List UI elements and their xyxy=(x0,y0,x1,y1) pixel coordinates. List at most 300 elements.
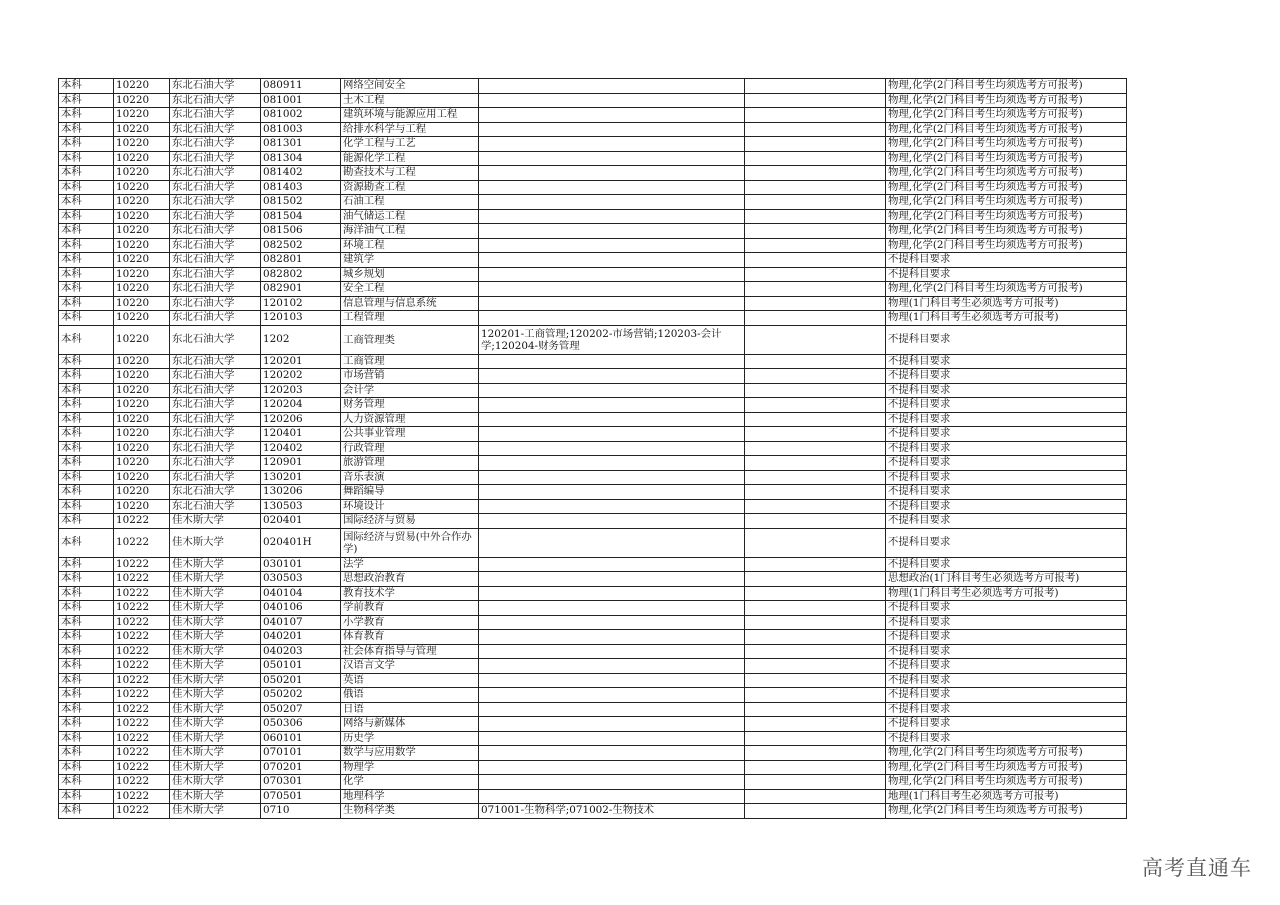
requirement-cell: 不提科目要求 xyxy=(886,470,1127,485)
included-majors-cell xyxy=(479,267,745,282)
level-cell: 本科 xyxy=(59,746,114,761)
major-name-cell: 舞蹈编导 xyxy=(341,485,479,500)
note-cell xyxy=(745,601,886,616)
level-cell: 本科 xyxy=(59,93,114,108)
school-name-cell: 东北石油大学 xyxy=(170,282,261,297)
note-cell xyxy=(745,746,886,761)
level-cell: 本科 xyxy=(59,572,114,587)
note-cell xyxy=(745,398,886,413)
major-code-cell: 070301 xyxy=(261,775,341,790)
note-cell xyxy=(745,702,886,717)
major-name-cell: 油气储运工程 xyxy=(341,209,479,224)
school-code-cell: 10220 xyxy=(114,311,170,326)
major-name-cell: 网络与新媒体 xyxy=(341,717,479,732)
table-row xyxy=(59,644,1127,659)
included-majors-cell xyxy=(479,224,745,239)
requirement-cell: 物理,化学(2门科目考生均须选考方可报考) xyxy=(886,804,1127,819)
school-code-cell: 10220 xyxy=(114,456,170,471)
level-cell: 本科 xyxy=(59,180,114,195)
level-cell: 本科 xyxy=(59,630,114,645)
school-name-cell: 佳木斯大学 xyxy=(170,659,261,674)
level-cell: 本科 xyxy=(59,383,114,398)
level-cell: 本科 xyxy=(59,166,114,181)
major-name-cell: 城乡规划 xyxy=(341,267,479,282)
included-majors-cell xyxy=(479,195,745,210)
major-code-cell: 082802 xyxy=(261,267,341,282)
requirement-cell: 物理,化学(2门科目考生均须选考方可报考) xyxy=(886,108,1127,123)
note-cell xyxy=(745,369,886,384)
requirement-cell: 物理,化学(2门科目考生均须选考方可报考) xyxy=(886,760,1127,775)
school-name-cell: 佳木斯大学 xyxy=(170,731,261,746)
school-name-cell: 佳木斯大学 xyxy=(170,586,261,601)
school-code-cell: 10222 xyxy=(114,586,170,601)
school-code-cell: 10220 xyxy=(114,427,170,442)
note-cell xyxy=(745,224,886,239)
table-row xyxy=(59,238,1127,253)
note-cell xyxy=(745,209,886,224)
school-code-cell: 10220 xyxy=(114,383,170,398)
major-code-cell: 120206 xyxy=(261,412,341,427)
level-cell: 本科 xyxy=(59,354,114,369)
major-code-cell: 120204 xyxy=(261,398,341,413)
level-cell: 本科 xyxy=(59,557,114,572)
major-name-cell: 会计学 xyxy=(341,383,479,398)
major-code-cell: 070201 xyxy=(261,760,341,775)
level-cell: 本科 xyxy=(59,209,114,224)
major-code-cell: 081301 xyxy=(261,137,341,152)
major-code-cell: 050101 xyxy=(261,659,341,674)
major-code-cell: 081403 xyxy=(261,180,341,195)
included-majors-cell xyxy=(479,615,745,630)
major-name-cell: 体育教育 xyxy=(341,630,479,645)
level-cell: 本科 xyxy=(59,398,114,413)
school-code-cell: 10220 xyxy=(114,470,170,485)
note-cell xyxy=(745,93,886,108)
major-name-cell: 工商管理 xyxy=(341,354,479,369)
school-name-cell: 佳木斯大学 xyxy=(170,615,261,630)
major-name-cell: 化学工程与工艺 xyxy=(341,137,479,152)
school-name-cell: 东北石油大学 xyxy=(170,354,261,369)
major-name-cell: 日语 xyxy=(341,702,479,717)
school-code-cell: 10220 xyxy=(114,253,170,268)
requirement-cell: 不提科目要求 xyxy=(886,369,1127,384)
school-name-cell: 东北石油大学 xyxy=(170,369,261,384)
included-majors-cell xyxy=(479,470,745,485)
school-code-cell: 10220 xyxy=(114,195,170,210)
level-cell: 本科 xyxy=(59,137,114,152)
level-cell: 本科 xyxy=(59,760,114,775)
included-majors-cell xyxy=(479,659,745,674)
note-cell xyxy=(745,122,886,137)
requirement-cell: 不提科目要求 xyxy=(886,456,1127,471)
table-row xyxy=(59,485,1127,500)
table-row xyxy=(59,470,1127,485)
school-code-cell: 10220 xyxy=(114,209,170,224)
major-code-cell: 081504 xyxy=(261,209,341,224)
school-code-cell: 10222 xyxy=(114,804,170,819)
included-majors-cell xyxy=(479,572,745,587)
table-row xyxy=(59,427,1127,442)
requirement-cell: 不提科目要求 xyxy=(886,485,1127,500)
requirement-cell: 不提科目要求 xyxy=(886,412,1127,427)
school-name-cell: 佳木斯大学 xyxy=(170,673,261,688)
requirement-cell: 不提科目要求 xyxy=(886,630,1127,645)
included-majors-cell xyxy=(479,383,745,398)
table-row xyxy=(59,325,1127,354)
requirement-cell: 物理,化学(2门科目考生均须选考方可报考) xyxy=(886,166,1127,181)
major-code-cell: 120202 xyxy=(261,369,341,384)
school-code-cell: 10220 xyxy=(114,137,170,152)
note-cell xyxy=(745,630,886,645)
requirement-cell: 不提科目要求 xyxy=(886,325,1127,354)
major-code-cell: 120103 xyxy=(261,311,341,326)
major-name-cell: 国际经济与贸易 xyxy=(341,514,479,529)
note-cell xyxy=(745,412,886,427)
major-code-cell: 081003 xyxy=(261,122,341,137)
included-majors-cell xyxy=(479,688,745,703)
school-name-cell: 佳木斯大学 xyxy=(170,760,261,775)
included-majors-cell xyxy=(479,775,745,790)
included-majors-cell xyxy=(479,398,745,413)
requirement-cell: 物理,化学(2门科目考生均须选考方可报考) xyxy=(886,122,1127,137)
school-code-cell: 10222 xyxy=(114,644,170,659)
note-cell xyxy=(745,195,886,210)
note-cell xyxy=(745,528,886,557)
note-cell xyxy=(745,325,886,354)
major-name-cell: 工程管理 xyxy=(341,311,479,326)
table-row xyxy=(59,731,1127,746)
table-row xyxy=(59,354,1127,369)
major-code-cell: 0710 xyxy=(261,804,341,819)
major-code-cell: 070501 xyxy=(261,789,341,804)
school-code-cell: 10222 xyxy=(114,717,170,732)
requirement-cell: 物理,化学(2门科目考生均须选考方可报考) xyxy=(886,151,1127,166)
school-code-cell: 10220 xyxy=(114,296,170,311)
table-row xyxy=(59,688,1127,703)
school-name-cell: 东北石油大学 xyxy=(170,398,261,413)
school-name-cell: 东北石油大学 xyxy=(170,456,261,471)
requirement-cell: 不提科目要求 xyxy=(886,601,1127,616)
included-majors-cell xyxy=(479,760,745,775)
included-majors-cell xyxy=(479,166,745,181)
requirement-cell: 不提科目要求 xyxy=(886,383,1127,398)
major-name-cell: 财务管理 xyxy=(341,398,479,413)
included-majors-cell xyxy=(479,586,745,601)
level-cell: 本科 xyxy=(59,282,114,297)
school-code-cell: 10220 xyxy=(114,441,170,456)
school-code-cell: 10220 xyxy=(114,282,170,297)
note-cell xyxy=(745,238,886,253)
note-cell xyxy=(745,79,886,94)
level-cell: 本科 xyxy=(59,151,114,166)
school-name-cell: 东北石油大学 xyxy=(170,79,261,94)
major-name-cell: 能源化学工程 xyxy=(341,151,479,166)
included-majors-cell: 120201-工商管理;120202-市场营销;120203-会计学;120204-财务管理 xyxy=(479,325,745,354)
major-name-cell: 信息管理与信息系统 xyxy=(341,296,479,311)
requirement-cell: 不提科目要求 xyxy=(886,702,1127,717)
table-row xyxy=(59,93,1127,108)
major-name-cell: 给排水科学与工程 xyxy=(341,122,479,137)
school-code-cell: 10222 xyxy=(114,514,170,529)
included-majors-cell xyxy=(479,731,745,746)
school-name-cell: 东北石油大学 xyxy=(170,238,261,253)
level-cell: 本科 xyxy=(59,369,114,384)
school-name-cell: 东北石油大学 xyxy=(170,470,261,485)
requirement-cell: 物理(1门科目考生必须选考方可报考) xyxy=(886,586,1127,601)
major-code-cell: 040203 xyxy=(261,644,341,659)
major-name-cell: 行政管理 xyxy=(341,441,479,456)
included-majors-cell xyxy=(479,673,745,688)
school-code-cell: 10222 xyxy=(114,659,170,674)
school-name-cell: 佳木斯大学 xyxy=(170,775,261,790)
school-name-cell: 东北石油大学 xyxy=(170,180,261,195)
included-majors-cell: 071001-生物科学;071002-生物技术 xyxy=(479,804,745,819)
school-name-cell: 东北石油大学 xyxy=(170,441,261,456)
included-majors-cell xyxy=(479,79,745,94)
table-row xyxy=(59,499,1127,514)
included-majors-cell xyxy=(479,717,745,732)
note-cell xyxy=(745,673,886,688)
major-name-cell: 教育技术学 xyxy=(341,586,479,601)
major-name-cell: 建筑环境与能源应用工程 xyxy=(341,108,479,123)
school-code-cell: 10222 xyxy=(114,557,170,572)
level-cell: 本科 xyxy=(59,586,114,601)
level-cell: 本科 xyxy=(59,325,114,354)
included-majors-cell xyxy=(479,180,745,195)
major-code-cell: 120401 xyxy=(261,427,341,442)
table-row xyxy=(59,456,1127,471)
major-code-cell: 082901 xyxy=(261,282,341,297)
school-code-cell: 10220 xyxy=(114,151,170,166)
major-code-cell: 050207 xyxy=(261,702,341,717)
level-cell: 本科 xyxy=(59,195,114,210)
school-name-cell: 东北石油大学 xyxy=(170,412,261,427)
table-row xyxy=(59,412,1127,427)
school-code-cell: 10220 xyxy=(114,354,170,369)
requirement-cell: 不提科目要求 xyxy=(886,644,1127,659)
table-row xyxy=(59,702,1127,717)
table-row xyxy=(59,296,1127,311)
requirement-cell: 不提科目要求 xyxy=(886,659,1127,674)
major-name-cell: 俄语 xyxy=(341,688,479,703)
school-name-cell: 佳木斯大学 xyxy=(170,528,261,557)
included-majors-cell xyxy=(479,311,745,326)
included-majors-cell xyxy=(479,354,745,369)
school-code-cell: 10222 xyxy=(114,601,170,616)
school-name-cell: 东北石油大学 xyxy=(170,296,261,311)
table-row xyxy=(59,267,1127,282)
table-row xyxy=(59,615,1127,630)
requirement-cell: 不提科目要求 xyxy=(886,615,1127,630)
requirement-cell: 不提科目要求 xyxy=(886,717,1127,732)
school-name-cell: 佳木斯大学 xyxy=(170,630,261,645)
school-code-cell: 10220 xyxy=(114,267,170,282)
note-cell xyxy=(745,311,886,326)
level-cell: 本科 xyxy=(59,253,114,268)
level-cell: 本科 xyxy=(59,804,114,819)
school-code-cell: 10220 xyxy=(114,369,170,384)
school-code-cell: 10222 xyxy=(114,731,170,746)
level-cell: 本科 xyxy=(59,456,114,471)
included-majors-cell xyxy=(479,557,745,572)
school-name-cell: 佳木斯大学 xyxy=(170,514,261,529)
major-name-cell: 市场营销 xyxy=(341,369,479,384)
level-cell: 本科 xyxy=(59,615,114,630)
note-cell xyxy=(745,354,886,369)
school-code-cell: 10220 xyxy=(114,93,170,108)
requirement-cell: 不提科目要求 xyxy=(886,398,1127,413)
level-cell: 本科 xyxy=(59,775,114,790)
school-code-cell: 10220 xyxy=(114,412,170,427)
major-code-cell: 130206 xyxy=(261,485,341,500)
included-majors-cell xyxy=(479,151,745,166)
note-cell xyxy=(745,731,886,746)
note-cell xyxy=(745,282,886,297)
major-code-cell: 050202 xyxy=(261,688,341,703)
requirement-cell: 物理,化学(2门科目考生均须选考方可报考) xyxy=(886,93,1127,108)
major-name-cell: 国际经济与贸易(中外合作办学) xyxy=(341,528,479,557)
table-row xyxy=(59,195,1127,210)
requirement-cell: 不提科目要求 xyxy=(886,673,1127,688)
note-cell xyxy=(745,572,886,587)
major-name-cell: 资源勘查工程 xyxy=(341,180,479,195)
major-name-cell: 数学与应用数学 xyxy=(341,746,479,761)
major-code-cell: 040106 xyxy=(261,601,341,616)
requirement-cell: 物理,化学(2门科目考生均须选考方可报考) xyxy=(886,209,1127,224)
level-cell: 本科 xyxy=(59,79,114,94)
requirement-cell: 不提科目要求 xyxy=(886,427,1127,442)
included-majors-cell xyxy=(479,789,745,804)
level-cell: 本科 xyxy=(59,311,114,326)
requirement-cell: 不提科目要求 xyxy=(886,441,1127,456)
included-majors-cell xyxy=(479,644,745,659)
note-cell xyxy=(745,427,886,442)
table-row xyxy=(59,151,1127,166)
school-code-cell: 10222 xyxy=(114,746,170,761)
level-cell: 本科 xyxy=(59,528,114,557)
requirement-cell: 不提科目要求 xyxy=(886,354,1127,369)
table-row xyxy=(59,224,1127,239)
included-majors-cell xyxy=(479,702,745,717)
note-cell xyxy=(745,688,886,703)
table-row xyxy=(59,775,1127,790)
major-code-cell: 130201 xyxy=(261,470,341,485)
school-code-cell: 10220 xyxy=(114,122,170,137)
school-code-cell: 10222 xyxy=(114,528,170,557)
school-name-cell: 东北石油大学 xyxy=(170,93,261,108)
major-name-cell: 汉语言文学 xyxy=(341,659,479,674)
major-name-cell: 公共事业管理 xyxy=(341,427,479,442)
major-code-cell: 030101 xyxy=(261,557,341,572)
requirement-cell: 思想政治(1门科目考生必须选考方可报考) xyxy=(886,572,1127,587)
level-cell: 本科 xyxy=(59,267,114,282)
table-row xyxy=(59,79,1127,94)
school-code-cell: 10222 xyxy=(114,775,170,790)
level-cell: 本科 xyxy=(59,427,114,442)
requirement-cell: 不提科目要求 xyxy=(886,499,1127,514)
major-name-cell: 法学 xyxy=(341,557,479,572)
note-cell xyxy=(745,441,886,456)
major-name-cell: 海洋油气工程 xyxy=(341,224,479,239)
major-code-cell: 120901 xyxy=(261,456,341,471)
school-name-cell: 东北石油大学 xyxy=(170,311,261,326)
major-code-cell: 050306 xyxy=(261,717,341,732)
level-cell: 本科 xyxy=(59,659,114,674)
table-row xyxy=(59,557,1127,572)
table-row xyxy=(59,311,1127,326)
major-code-cell: 040107 xyxy=(261,615,341,630)
note-cell xyxy=(745,137,886,152)
table-row xyxy=(59,180,1127,195)
major-name-cell: 环境设计 xyxy=(341,499,479,514)
level-cell: 本科 xyxy=(59,470,114,485)
note-cell xyxy=(745,253,886,268)
school-code-cell: 10220 xyxy=(114,180,170,195)
included-majors-cell xyxy=(479,122,745,137)
table-row xyxy=(59,398,1127,413)
major-name-cell: 石油工程 xyxy=(341,195,479,210)
note-cell xyxy=(745,717,886,732)
level-cell: 本科 xyxy=(59,702,114,717)
note-cell xyxy=(745,557,886,572)
major-code-cell: 081506 xyxy=(261,224,341,239)
school-name-cell: 东北石油大学 xyxy=(170,267,261,282)
requirement-cell: 不提科目要求 xyxy=(886,514,1127,529)
table-row xyxy=(59,586,1127,601)
school-code-cell: 10222 xyxy=(114,630,170,645)
school-name-cell: 东北石油大学 xyxy=(170,383,261,398)
table-row xyxy=(59,441,1127,456)
major-name-cell: 旅游管理 xyxy=(341,456,479,471)
included-majors-cell xyxy=(479,427,745,442)
school-code-cell: 10220 xyxy=(114,238,170,253)
school-name-cell: 东北石油大学 xyxy=(170,499,261,514)
requirement-cell: 物理,化学(2门科目考生均须选考方可报考) xyxy=(886,746,1127,761)
major-code-cell: 040104 xyxy=(261,586,341,601)
school-name-cell: 佳木斯大学 xyxy=(170,702,261,717)
note-cell xyxy=(745,615,886,630)
major-name-cell: 音乐表演 xyxy=(341,470,479,485)
school-name-cell: 东北石油大学 xyxy=(170,195,261,210)
major-name-cell: 社会体育指导与管理 xyxy=(341,644,479,659)
table-body xyxy=(59,79,1127,819)
major-code-cell: 070101 xyxy=(261,746,341,761)
major-name-cell: 网络空间安全 xyxy=(341,79,479,94)
requirement-cell: 物理,化学(2门科目考生均须选考方可报考) xyxy=(886,282,1127,297)
note-cell xyxy=(745,166,886,181)
major-code-cell: 1202 xyxy=(261,325,341,354)
school-name-cell: 东北石油大学 xyxy=(170,108,261,123)
requirement-cell: 物理,化学(2门科目考生均须选考方可报考) xyxy=(886,180,1127,195)
major-code-cell: 030503 xyxy=(261,572,341,587)
included-majors-cell xyxy=(479,528,745,557)
level-cell: 本科 xyxy=(59,499,114,514)
table-row xyxy=(59,369,1127,384)
note-cell xyxy=(745,659,886,674)
school-code-cell: 10220 xyxy=(114,485,170,500)
included-majors-cell xyxy=(479,209,745,224)
major-code-cell: 082502 xyxy=(261,238,341,253)
school-code-cell: 10222 xyxy=(114,688,170,703)
major-name-cell: 化学 xyxy=(341,775,479,790)
note-cell xyxy=(745,108,886,123)
school-name-cell: 东北石油大学 xyxy=(170,485,261,500)
subject-requirements-table xyxy=(58,78,1127,819)
note-cell xyxy=(745,586,886,601)
included-majors-cell xyxy=(479,253,745,268)
school-name-cell: 东北石油大学 xyxy=(170,325,261,354)
school-code-cell: 10220 xyxy=(114,224,170,239)
